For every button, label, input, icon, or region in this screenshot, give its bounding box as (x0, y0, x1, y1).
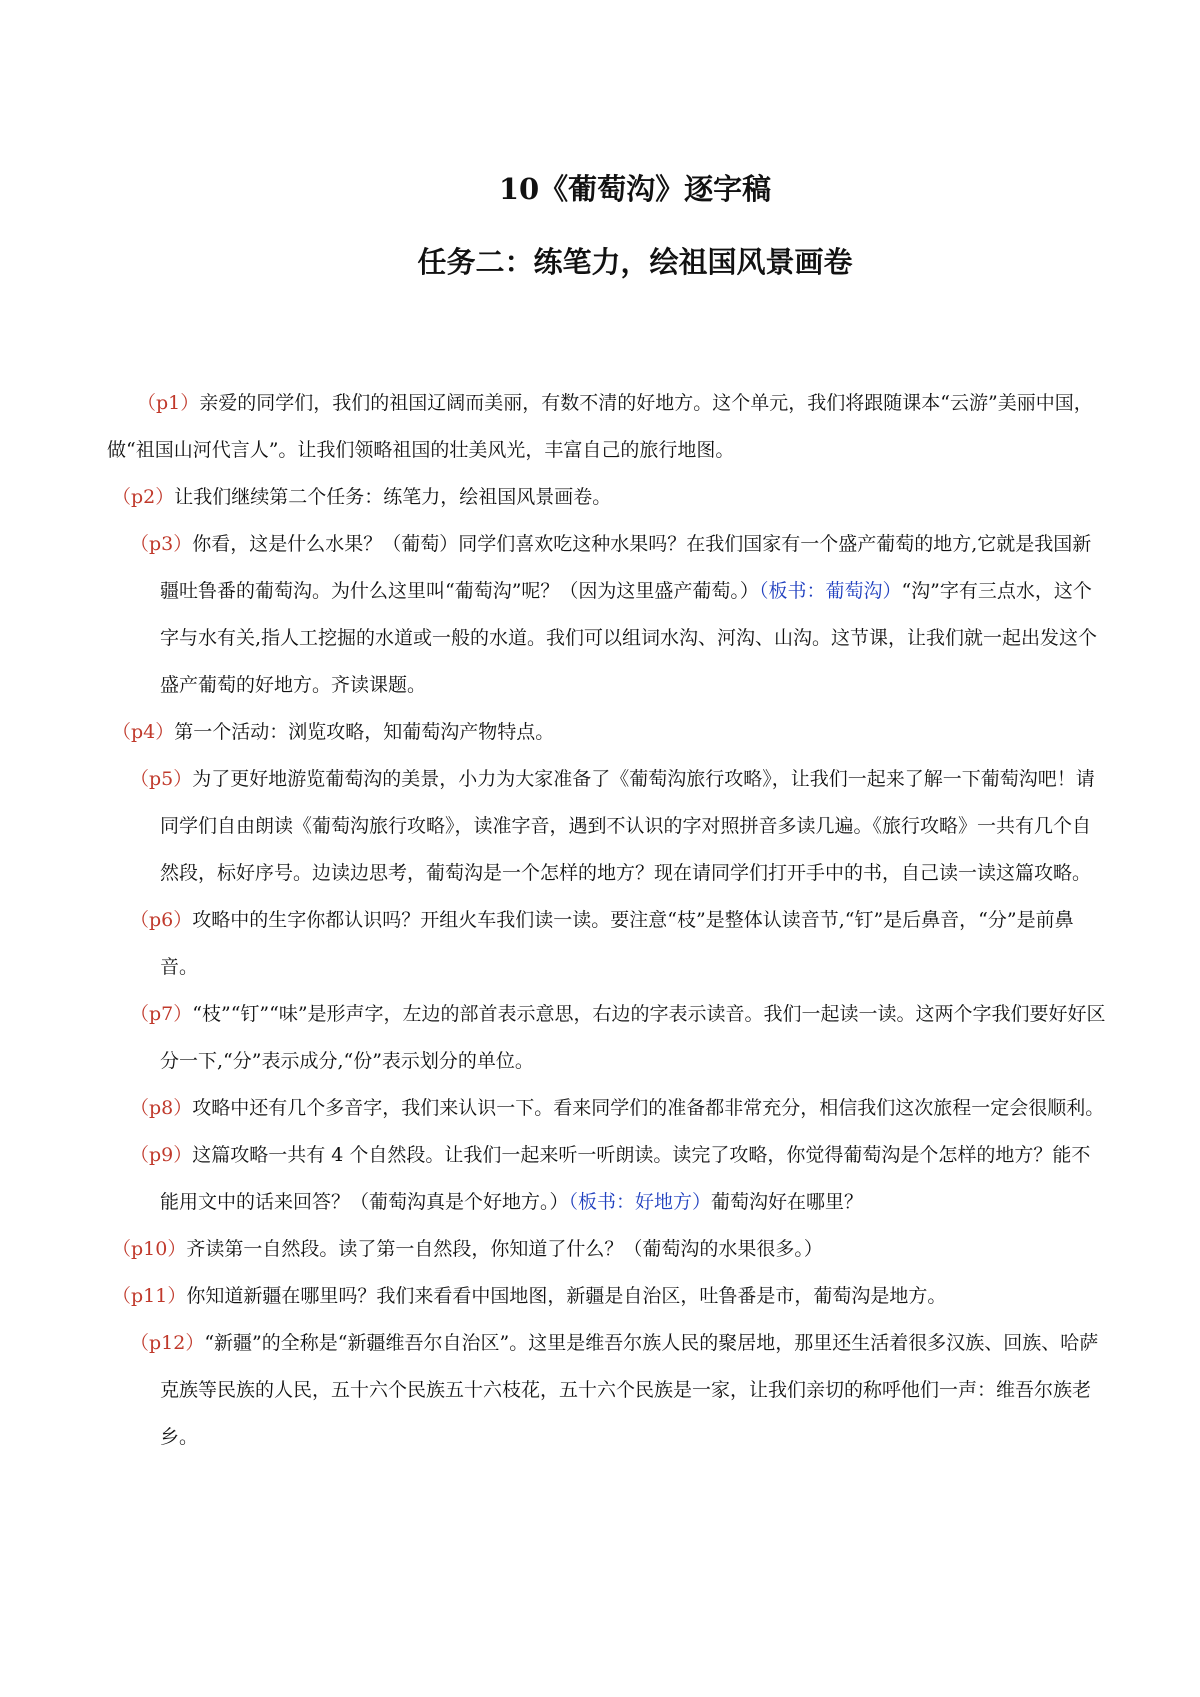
paragraph-p11 (107, 1273, 1107, 1320)
paragraph-tag: （p7） (130, 1003, 193, 1025)
paragraph-tag: （p8） (130, 1097, 193, 1119)
paragraph-tag: （p3） (130, 533, 193, 555)
paragraph-tag: （p11） (112, 1285, 187, 1307)
paragraph-p8 (107, 1085, 1107, 1132)
paragraph-text: 你知道新疆在哪里吗？我们来看看中国地图，新疆是自治区，吐鲁番是市，葡萄沟是地方。 (186, 1285, 947, 1307)
paragraph-p1 (107, 380, 1107, 474)
paragraph-p12 (107, 1320, 1107, 1461)
paragraph-tag: （p9） (130, 1144, 193, 1166)
paragraph-text: 为了更好地游览葡萄沟的美景，小力为大家准备了《葡萄沟旅行攻略》，让我们一起来了解一下葡萄沟吧！请同学们自由朗读《葡萄沟旅行攻略》，读准字音，遇到不认识的字对照拼音多读几遍。《旅行攻略》一共有几个自然段，标好序号。边读边思考，葡萄沟是一个怎样的地方？现在请同学们打开手中的书，自己读一读这篇攻略。 (160, 768, 1095, 884)
paragraph-tag: （p10） (112, 1238, 187, 1260)
paragraph-text: 第一个活动：浏览攻略，知葡萄沟产物特点。 (174, 721, 555, 743)
paragraph-tag: （p6） (130, 909, 193, 931)
document-body (107, 380, 1107, 1461)
paragraph-p5 (107, 756, 1107, 897)
paragraph-tag: （p12） (130, 1332, 205, 1354)
paragraph-p9 (107, 1132, 1107, 1226)
paragraph-tag: （p1） (137, 392, 200, 414)
paragraph-text: 这篇攻略一共有 4 个自然段。让我们一起来听一听朗读。读完了攻略，你觉得葡萄沟是个怎样的地方？能不能用文中的话来回答？（葡萄沟真是个好地方。） (160, 1144, 1091, 1213)
paragraph-text-after: 葡萄沟好在哪里？ (711, 1191, 864, 1213)
paragraph-text: 亲爱的同学们，我们的祖国辽阔而美丽，有数不清的好地方。这个单元，我们将跟随课本“云游”美丽中国，做“祖国山河代言人”。让我们领略祖国的壮美风光，丰富自己的旅行地图。 (107, 392, 1093, 461)
paragraph-p2 (107, 474, 1107, 521)
paragraph-text: 让我们继续第二个任务：练笔力，绘祖国风景画卷。 (174, 486, 612, 508)
paragraph-text: 你看，这是什么水果？（葡萄）同学们喜欢吃这种水果吗？在我们国家有一个盛产葡萄的地方,它就是我国新疆吐鲁番的葡萄沟。为什么这里叫“葡萄沟”呢？（因为这里盛产葡萄。） (160, 533, 1092, 602)
board-note: （板书：好地方） (568, 1191, 712, 1213)
paragraph-tag: （p4） (112, 721, 175, 743)
paragraph-tag: （p2） (112, 486, 175, 508)
paragraph-p7 (107, 991, 1107, 1085)
paragraph-text-after: “沟”字有三点水，这个字与水有关,指人工挖掘的水道或一般的水道。我们可以组词水沟、河沟、山沟。这节课，让我们就一起出发这个盛产葡萄的好地方。齐读课题。 (160, 580, 1098, 696)
paragraph-text: 攻略中的生字你都认识吗？开组火车我们读一读。要注意“枝”是整体认读音节,“钉”是后鼻音，“分”是前鼻音。 (160, 909, 1074, 978)
paragraph-text: “枝”“钉”“味”是形声字，左边的部首表示意思，右边的字表示读音。我们一起读一读。这两个字我们要好好区分一下,“分”表示成分,“份”表示划分的单位。 (160, 1003, 1106, 1072)
paragraph-p10 (107, 1226, 1107, 1273)
paragraph-text: 齐读第一自然段。读了第一自然段，你知道了什么？（葡萄沟的水果很多。） (186, 1238, 823, 1260)
paragraph-text: 攻略中还有几个多音字，我们来认识一下。看来同学们的准备都非常充分，相信我们这次旅程一定会很顺利。 (192, 1097, 1105, 1119)
document-subtitle: 任务二：练笔力，绘祖国风景画卷 (417, 245, 853, 279)
paragraph-p4 (107, 709, 1107, 756)
paragraph-text: “新疆”的全称是“新疆维吾尔自治区”。这里是维吾尔族人民的聚居地，那里还生活着很多汉族、回族、哈萨克族等民族的人民，五十六个民族五十六枝花，五十六个民族是一家，让我们亲切的称呼他们一声：维吾尔族老乡。 (160, 1332, 1099, 1448)
board-note: （板书：葡萄沟） (758, 580, 902, 602)
document-title: 10《葡萄沟》逐字稿 (498, 172, 772, 206)
paragraph-p3 (107, 521, 1107, 709)
paragraph-tag: （p5） (130, 768, 193, 790)
paragraph-p6 (107, 897, 1107, 991)
